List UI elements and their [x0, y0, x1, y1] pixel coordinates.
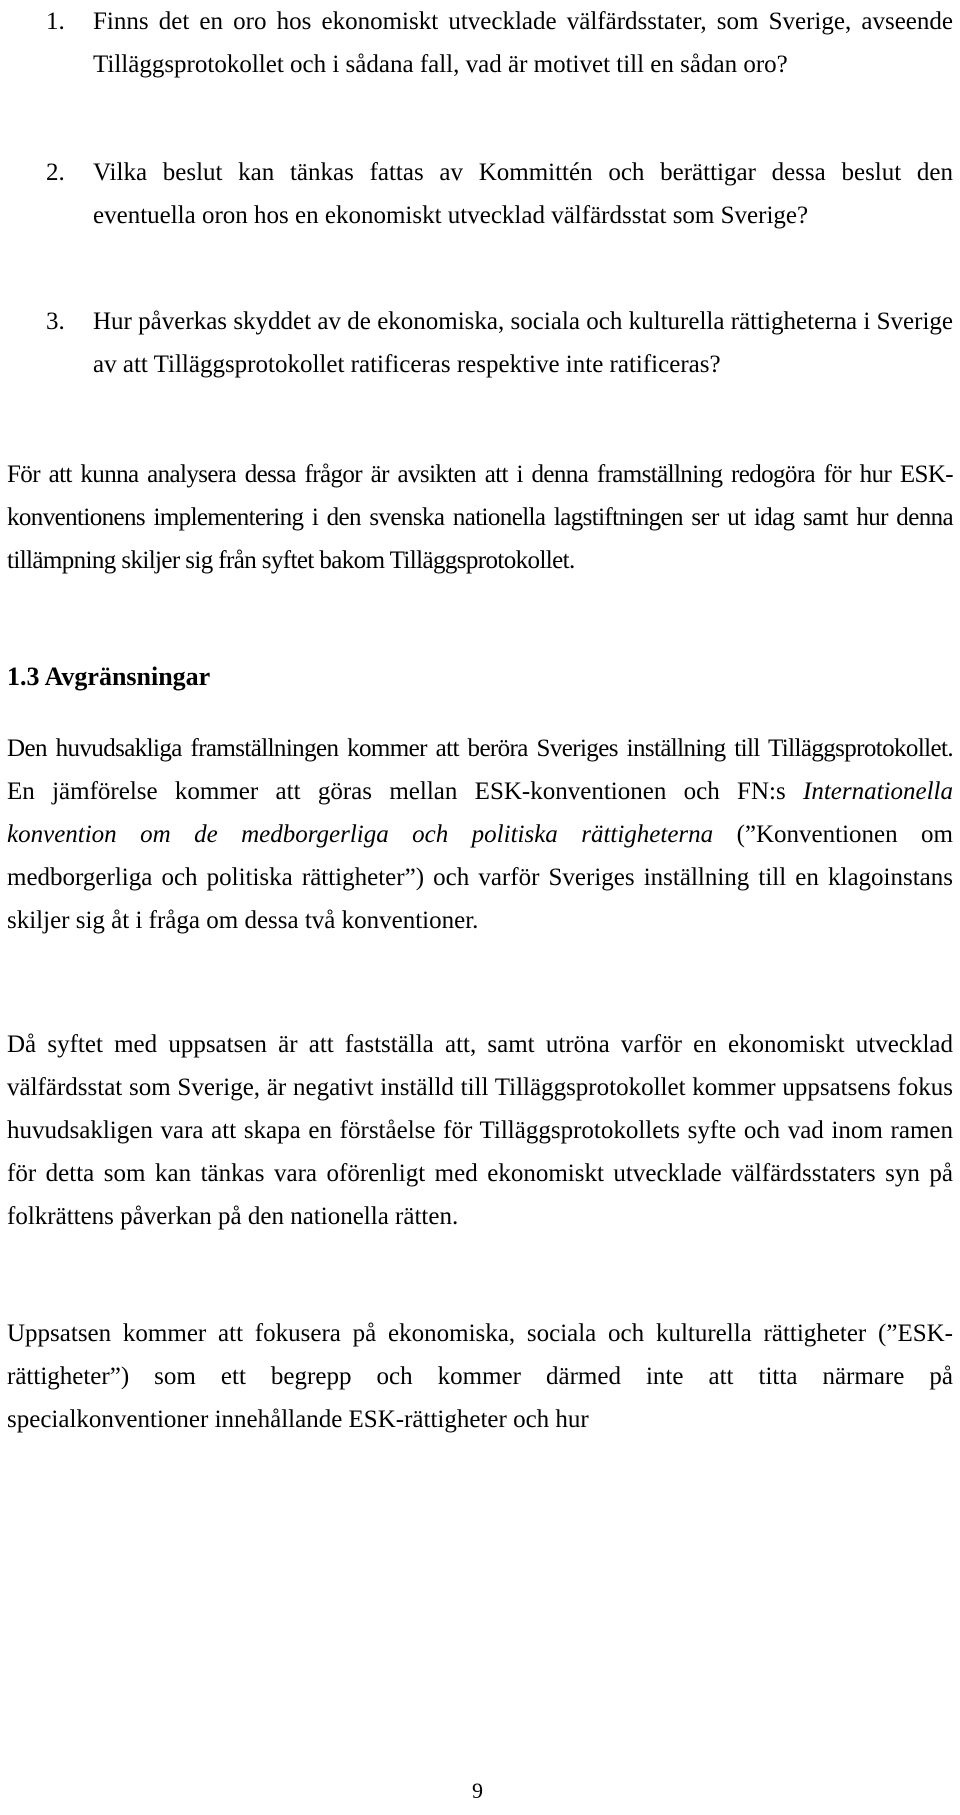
- paragraph-scope-part-c: (”Konventionen om medborgerliga och politiska rättigheter”) och varför Sveriges inställning till en klagoinstans skiljer sig åt i fråga om dessa två konventioner.: [7, 821, 953, 934]
- list-item-number: 2.: [46, 159, 65, 186]
- paragraph-scope: [7, 727, 953, 942]
- paragraph-purpose: Då syftet med uppsatsen är att fastställa att, samt utröna varför en ekonomiskt utvecklad välfärdsstat som Sverige, är negativt inställd till Tilläggsprotokollet kommer uppsatsens fokus huvudsakligen vara att skapa en förståelse för Tilläggsprotokollets syfte och vad inom ramen för detta som kan tänkas vara oförenligt med ekonomiskt utvecklade välfärdsstaters syn på folkrättens påverkan på den nationella rätten.: [7, 1031, 953, 1230]
- paragraph-focus: Uppsatsen kommer att fokusera på ekonomiska, sociala och kulturella rättigheter (”ESK-rättigheter”) som ett begrepp och kommer därmed inte att titta närmare på specialkonventioner innehållande ESK-rättigheter och hur: [7, 1320, 953, 1433]
- intro-paragraph: För att kunna analysera dessa frågor är avsikten att i denna framställning redogöra för hur ESK-konventionens implementering i den svenska nationella lagstiftningen ser ut idag samt hur denna tillämpning skiljer sig från syftet bakom Tilläggsprotokollet.: [7, 461, 953, 574]
- convention-title-italic: Internationella konvention om de medborgerliga och politiska rättigheterna: [7, 778, 953, 848]
- list-item-number: 1.: [46, 8, 65, 35]
- list-item-number: 3.: [46, 308, 65, 335]
- section-heading: 1.3 Avgränsningar: [7, 662, 211, 691]
- paragraph-scope-part-b: En jämförelse kommer att göras mellan ESK-konventionen och FN:s: [7, 778, 804, 805]
- paragraph-scope-part-a: Den huvudsakliga framställningen kommer att beröra Sveriges inställning till Tilläggsprotokollet.: [7, 735, 953, 762]
- page-number: 9: [472, 1778, 483, 1803]
- list-item-text: Finns det en oro hos ekonomiskt utvecklade välfärdsstater, som Sverige, avseende Tilläggsprotokollet och i sådana fall, vad är motivet till en sådan oro?: [93, 8, 953, 78]
- list-item-text: Vilka beslut kan tänkas fattas av Kommittén och berättigar dessa beslut den eventuella oron hos en ekonomiskt utvecklad välfärdsstat som Sverige?: [93, 159, 953, 229]
- list-item-text: Hur påverkas skyddet av de ekonomiska, sociala och kulturella rättigheterna i Sverige av att Tilläggsprotokollet ratificeras respektive inte ratificeras?: [93, 308, 953, 378]
